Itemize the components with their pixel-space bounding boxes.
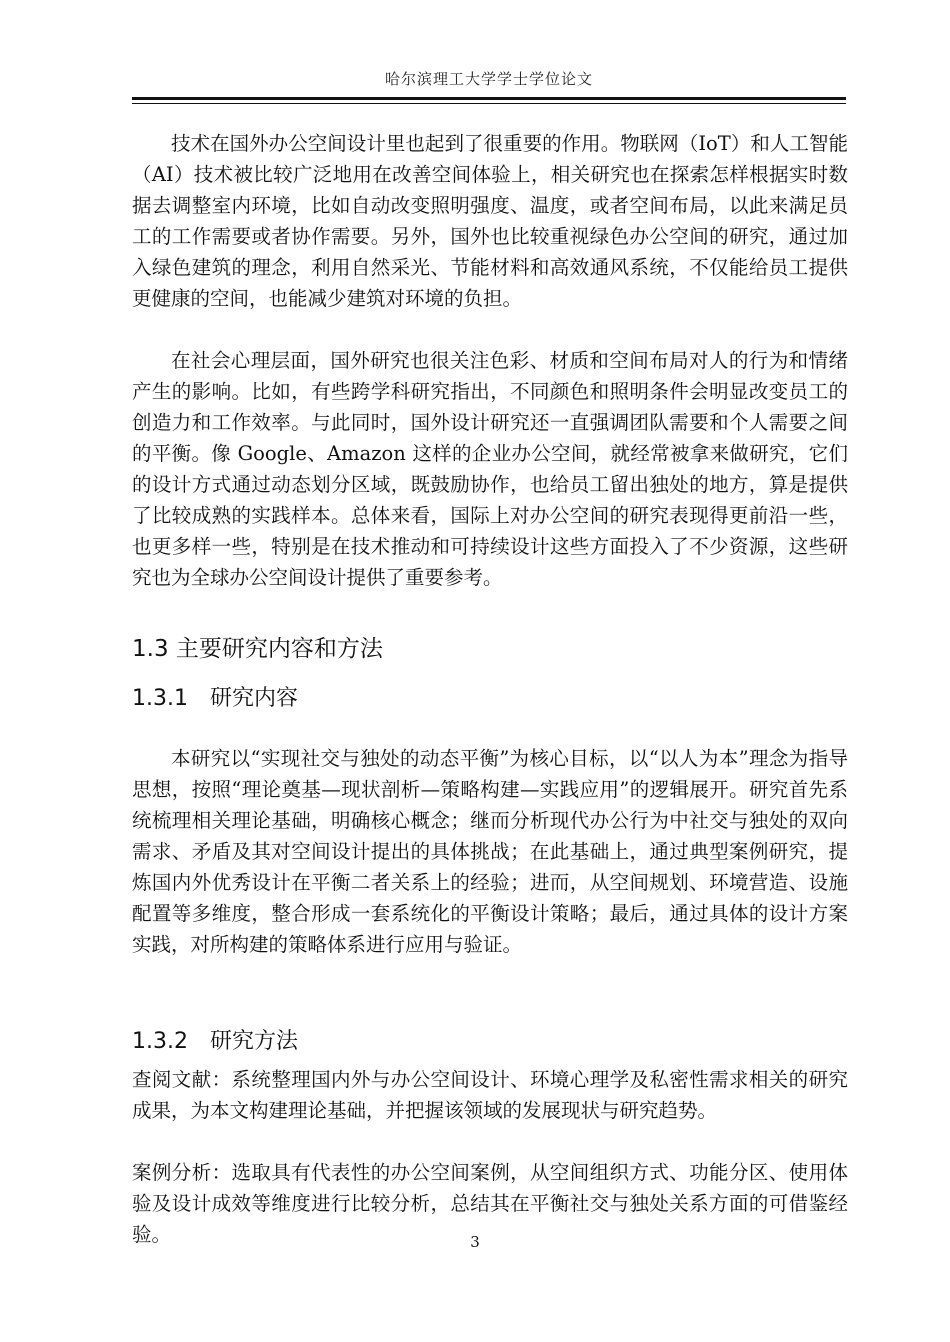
heading-spacer bbox=[132, 715, 848, 743]
paragraph-spacer bbox=[132, 1126, 848, 1157]
paragraph-tech-overseas: 技术在国外办公空间设计里也起到了很重要的作用。物联网（IoT）和人工智能（AI）技术被比较广泛地用在改善空间体验上，相关研究也在探索怎样根据实时数据去调整室内环境，比如自动改变照明强度、温度，或者空间布局，以此来满足员工的工作需要或者协作需要。另外，国外也比较重视绿色办公空间的研究，通过加入绿色建筑的理念，利用自然采光、节能材料和高效通风系统，不仅能给员工提供更健康的空间，也能减少建筑对环境的负担。 bbox=[132, 132, 848, 310]
subsection-number: 1.3.2 bbox=[132, 1029, 188, 1054]
subsection-heading-1-3-2 bbox=[132, 1026, 848, 1058]
subsection-heading-1-3-1 bbox=[132, 683, 848, 715]
header-rule-thick bbox=[132, 97, 846, 100]
subsection-number: 1.3.1 bbox=[132, 686, 188, 711]
heading-spacer bbox=[132, 665, 848, 683]
paragraph-method-case-analysis: 案例分析：选取具有代表性的办公空间案例，从空间组织方式、功能分区、使用体验及设计成效等维度进行比较分析，总结其在平衡社交与独处关系方面的可借鉴经验。 bbox=[132, 1161, 848, 1246]
paragraph-spacer bbox=[132, 314, 848, 345]
paragraph-method-literature: 查阅文献：系统整理国内外与办公空间设计、环境心理学及私密性需求相关的研究成果，为本文构建理论基础，并把握该领域的发展现状与研究趋势。 bbox=[132, 1068, 848, 1122]
section-spacer bbox=[132, 960, 848, 1026]
running-header: 哈尔滨理工大学学士学位论文 bbox=[384, 70, 593, 88]
subsection-title: 研究方法 bbox=[210, 1029, 299, 1054]
paragraph-social-psychology: 在社会心理层面，国外研究也很关注色彩、材质和空间布局对人的行为和情绪产生的影响。比如，有些跨学科研究指出，不同颜色和照明条件会明显改变员工的创造力和工作效率。与此同时，国外设计研究还一直强调团队需要和个人需要之间的平衡。像 Google、Amazon 这样的企业办公空间，就经常被拿来做研究，它们的设计方式通过动态划分区域，既鼓励协作，也给员工留出独处的地方，算是提供了比较成熟的实践样本。总体来看，国际上对办公空间的研究表现得更前沿一些，也更多样一些，特别是在技术推动和可持续设计这些方面投入了不少资源，这些研究也为全球办公空间设计提供了重要参考。 bbox=[132, 349, 848, 589]
paragraph-research-content: 本研究以“实现社交与独处的动态平衡”为核心目标，以“以人为本”理念为指导思想，按照“理论奠基—现状剖析—策略构建—实践应用”的逻辑展开。研究首先系统梳理相关理论基础，明确核心概念；继而分析现代办公行为中社交与独处的双向需求、矛盾及其对空间设计提出的具体挑战；在此基础上，通过典型案例研究，提炼国内外优秀设计在平衡二者关系上的经验；进而，从空间规划、环境营造、设施配置等多维度，整合形成一套系统化的平衡设计策略；最后，通过具体的设计方案实践，对所构建的策略体系进行应用与验证。 bbox=[132, 747, 848, 956]
section-spacer bbox=[132, 593, 848, 633]
subsection-title: 研究内容 bbox=[210, 686, 299, 711]
section-heading-1-3: 1.3 主要研究内容和方法 bbox=[132, 636, 383, 662]
header-rule-thin bbox=[132, 103, 846, 104]
page-number: 3 bbox=[470, 1233, 480, 1251]
page-body bbox=[132, 128, 848, 1250]
